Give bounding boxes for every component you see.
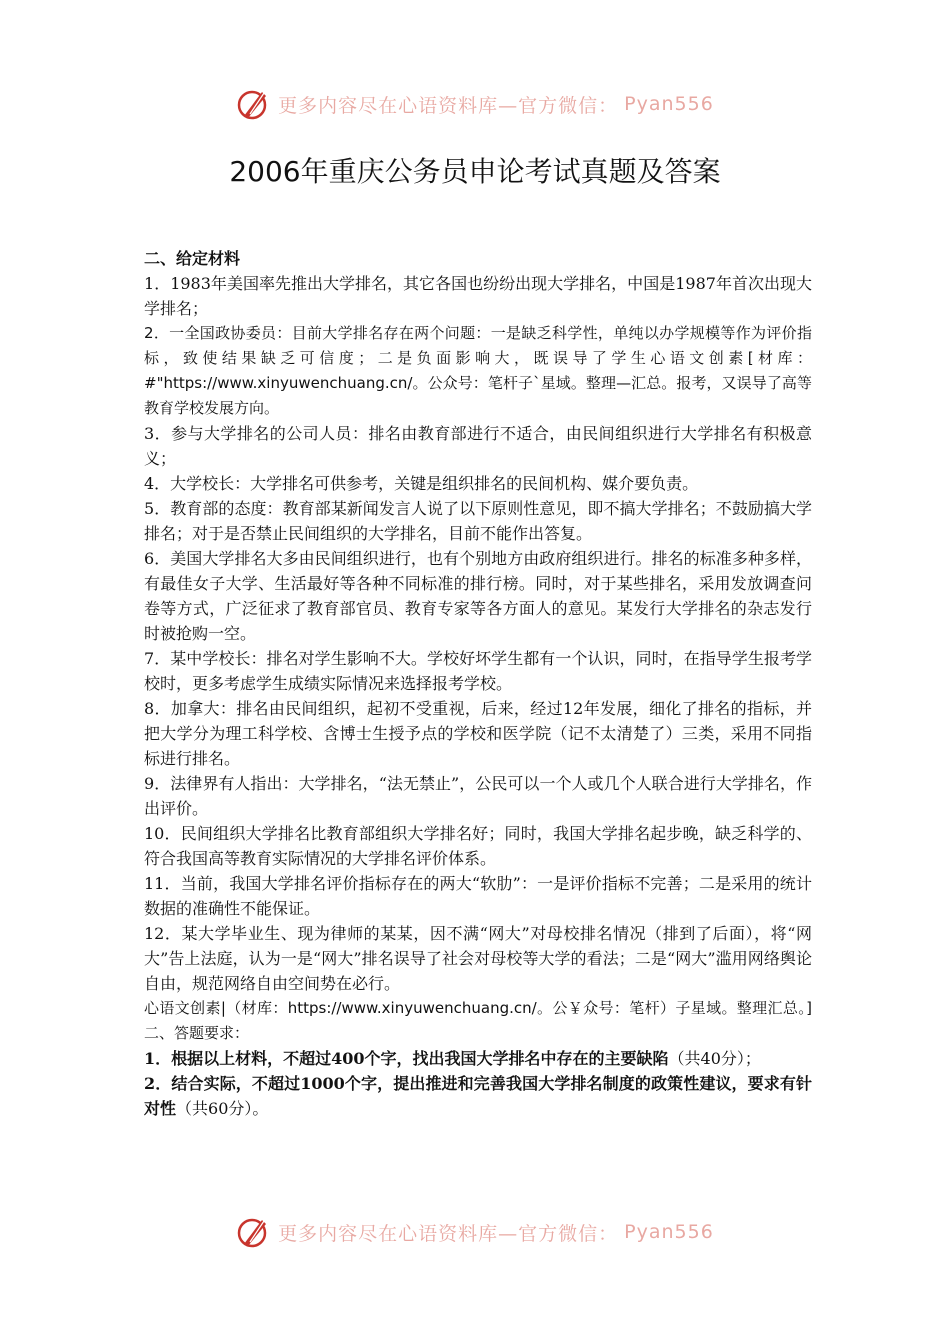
banner-wechat: Pyan556 xyxy=(624,93,714,115)
material-1: 1．1983年美国率先推出大学排名，其它各国也纷纷出现大学排名，中国是1987年首次出现大学排名； xyxy=(144,274,812,318)
material-4: 4．大学校长：大学排名可供参考，关键是组织排名的民间机构、媒介要负责。 xyxy=(144,474,699,493)
material-12: 12．某大学毕业生、现为律师的某某，因不满“网大”对母校排名情况（排到了后面），将“网大”告上法庭，认为一是“网大”排名误导了社会对母校等大学的看法；二是“网大”滥用网络舆论自由，规范网络自由空间势在必行。 xyxy=(144,924,812,993)
material-9: 9．法律界有人指出：大学排名，“法无禁止”，公民可以一个人或几个人联合进行大学排名，作出评价。 xyxy=(144,774,812,818)
quill-logo-icon xyxy=(236,86,272,122)
banner-text: 更多内容尽在心语资料库—官方微信： xyxy=(278,94,619,117)
section-heading: 二、给定材料 xyxy=(144,249,241,268)
watermark-line: 心语文创素|（材库：https://www.xinyuwenchuang.cn/。公￥众号：笔杆）子星域。整理汇总。]二、答题要求： xyxy=(144,999,812,1042)
material-10: 10．民间组织大学排名比教育部组织大学排名好；同时，我国大学排名起步晚，缺乏科学的、符合我国高等教育实际情况的大学排名评价体系。 xyxy=(144,824,812,868)
material-5: 5．教育部的态度：教育部某新闻发言人说了以下原则性意见，即不搞大学排名；不鼓励搞大学排名；对于是否禁止民间组织的大学排名，目前不能作出答复。 xyxy=(144,499,812,543)
requirement-1 xyxy=(144,1046,812,1071)
requirement-1-score: （共40分）； xyxy=(668,1049,761,1068)
requirement-2 xyxy=(144,1071,812,1121)
header-banner xyxy=(0,84,950,124)
material-6: 6．美国大学排名大多由民间组织进行，也有个别地方由政府组织进行。排名的标准多种多样，有最佳女子大学、生活最好等各种不同标准的排行榜。同时，对于某些排名，采用发放调查问卷等方式，广泛征求了教育部官员、教育专家等各方面人的意见。某发行大学排名的杂志发行时被抢购一空。 xyxy=(144,549,812,643)
material-7: 7．某中学校长：排名对学生影响不大。学校好坏学生都有一个认识，同时，在指导学生报考学校时，更多考虑学生成绩实际情况来选择报考学校。 xyxy=(144,649,812,693)
requirement-2-score: （共60分）。 xyxy=(176,1099,269,1118)
page-title: 2006年重庆公务员申论考试真题及答案 xyxy=(229,155,721,188)
material-2: 2．一全国政协委员：目前大学排名存在两个问题：一是缺乏科学性，单纯以办学规模等作为评价指标，致使结果缺乏可信度；二是负面影响大，既误导了学生心语文创素[材库：#"https://www.xinyuwenchuang.cn/。公众号：笔杆子`星域。整理—汇总。报考，又误导了高等教育学校发展方向。 xyxy=(144,324,812,417)
material-8: 8．加拿大：排名由民间组织，起初不受重视，后来，经过12年发展，细化了排名的指标，并把大学分为理工科学校、含博士生授予点的学校和医学院（记不太清楚了）三类，采用不同指标进行排名。 xyxy=(144,699,812,768)
footer-banner xyxy=(0,1212,950,1252)
requirement-1-text: 1．根据以上材料，不超过400个字，找出我国大学排名中存在的主要缺陷 xyxy=(144,1049,669,1068)
material-3: 3．参与大学排名的公司人员：排名由教育部进行不适合，由民间组织进行大学排名有积极意义； xyxy=(144,424,812,468)
quill-logo-icon xyxy=(236,1214,272,1250)
requirement-2-text: 2．结合实际，不超过1000个字，提出推进和完善我国大学排名制度的政策性建议，要求有针对性 xyxy=(144,1074,812,1118)
banner-wechat: Pyan556 xyxy=(624,1221,714,1243)
banner-text: 更多内容尽在心语资料库—官方微信： xyxy=(278,1222,619,1245)
material-11: 11．当前，我国大学排名评价指标存在的两大“软肋”：一是评价指标不完善；二是采用的统计数据的准确性不能保证。 xyxy=(144,874,812,918)
document-body xyxy=(144,246,812,1121)
